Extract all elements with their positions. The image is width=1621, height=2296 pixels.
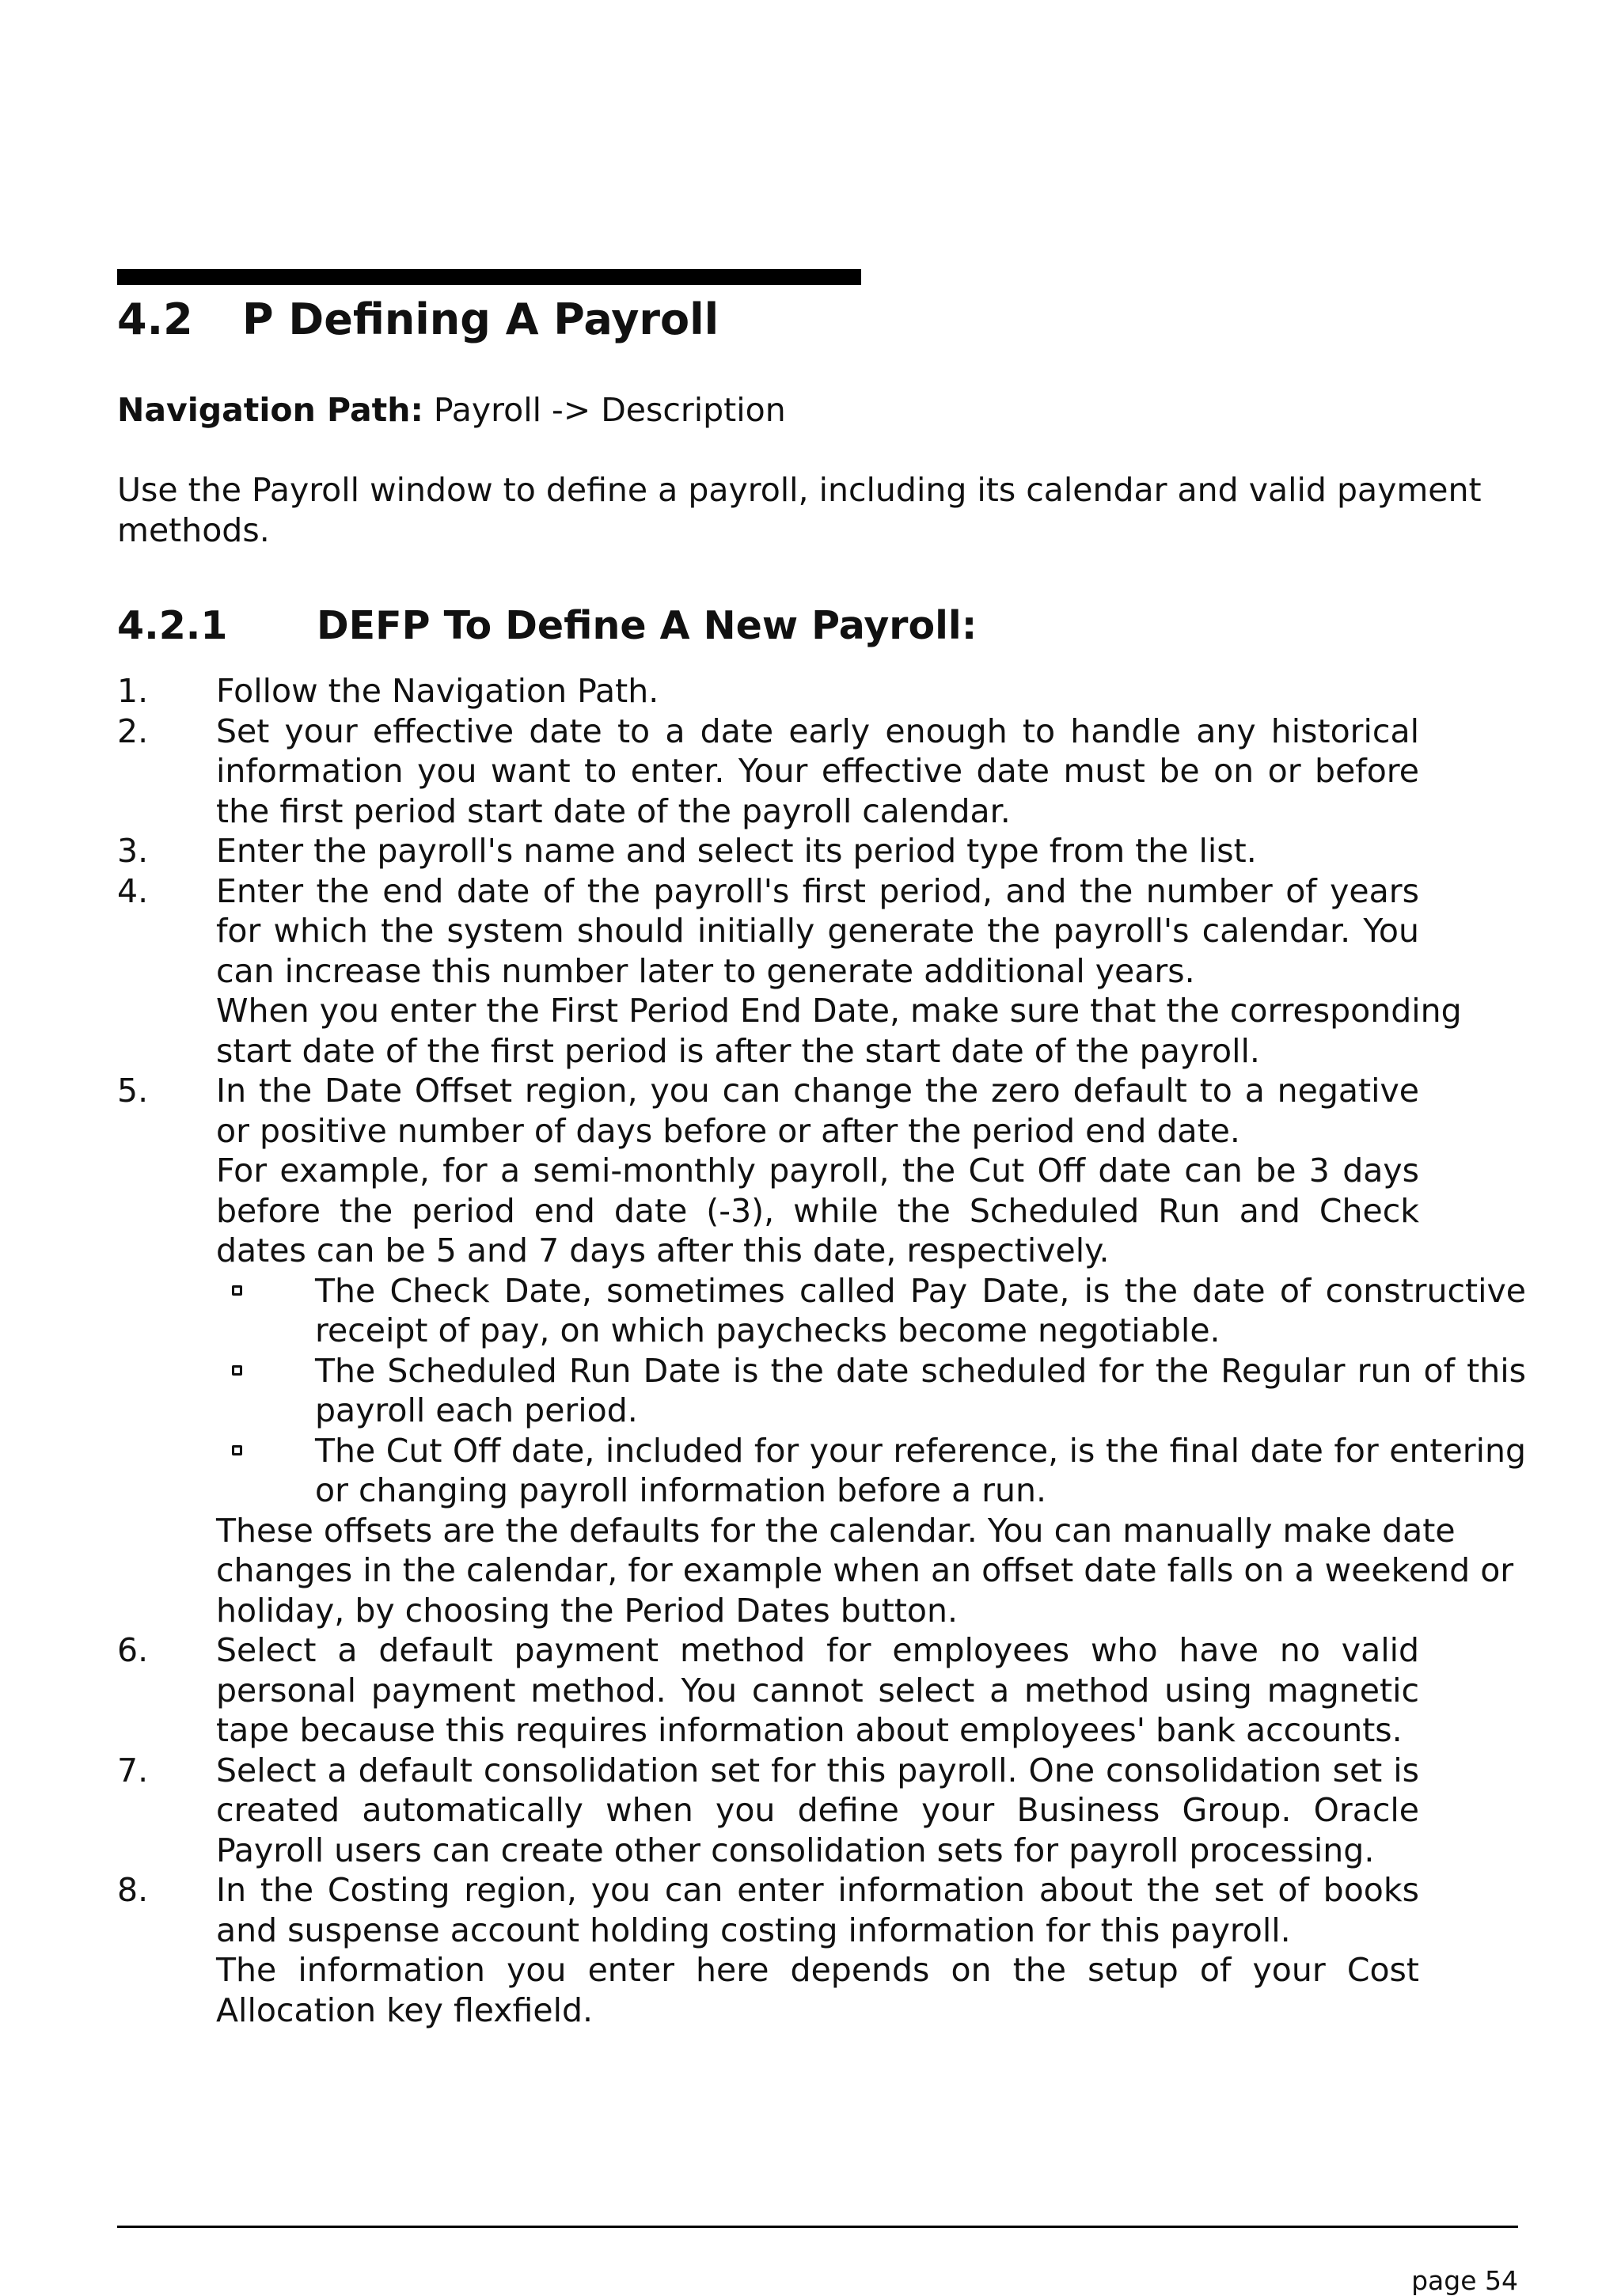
step-item bbox=[117, 831, 1518, 871]
step-item bbox=[117, 871, 1518, 1072]
step-text: For example, for a semi-monthly payroll, the Cut Off date can be 3 days before the period end date (-3), while the Scheduled Run and Check dates can be 5 and 7 days after this date, respectively. bbox=[216, 1152, 1419, 1269]
navigation-path-label: Navigation Path: bbox=[117, 391, 423, 429]
section-heading bbox=[117, 294, 719, 344]
step-item bbox=[117, 1870, 1518, 2030]
step-item bbox=[117, 1071, 1526, 1630]
step-item bbox=[117, 1630, 1518, 1751]
checkbox-bullet-icon bbox=[232, 1285, 242, 1296]
step-number: 6. bbox=[117, 1631, 149, 1669]
step-number: 7. bbox=[117, 1751, 149, 1789]
step-text: When you enter the First Period End Date, make sure that the corresponding start date of the first period is after the start date of the payroll. bbox=[216, 992, 1462, 1070]
step-text: In the Costing region, you can enter information about the set of books and suspense account holding costing information for this payroll. bbox=[216, 1871, 1419, 1949]
step-text: Enter the end date of the payroll's first period, and the number of years for which the system should initially generate the payroll's calendar. You can increase this number later to generate additional years. bbox=[216, 871, 1419, 990]
bullet-text: The Scheduled Run Date is the date scheduled for the Regular run of this payroll each period. bbox=[315, 1351, 1526, 1429]
step-text: The information you enter here depends on the setup of your Cost Allocation key flexfield. bbox=[216, 1951, 1419, 2029]
bullet-item bbox=[216, 1431, 1526, 1511]
checkbox-bullet-icon bbox=[232, 1365, 242, 1376]
bullet-text: The Check Date, sometimes called Pay Date, is the date of constructive receipt of pay, on which paychecks become negotiable. bbox=[315, 1271, 1526, 1349]
section-title-text: P Defining A Payroll bbox=[242, 294, 719, 344]
section-number: 4.2 bbox=[117, 294, 193, 344]
heading-rule bbox=[117, 269, 861, 285]
step-number: 8. bbox=[117, 1871, 149, 1909]
bullet-text: The Cut Off date, included for your reference, is the final date for entering or changing payroll information before a run. bbox=[315, 1431, 1526, 1509]
step-text: Follow the Navigation Path. bbox=[216, 672, 659, 710]
step-item bbox=[117, 671, 1518, 712]
step-number: 3. bbox=[117, 832, 149, 870]
step-item bbox=[117, 712, 1518, 832]
step-text: Enter the payroll's name and select its period type from the list. bbox=[216, 832, 1257, 870]
step-number: 1. bbox=[117, 672, 149, 710]
step-text: These offsets are the defaults for the calendar. You can manually make date changes in the calendar, for example when an offset date falls on a weekend or holiday, by choosing the Period Dates button. bbox=[216, 1511, 1514, 1630]
subsection-number: 4.2.1 bbox=[117, 603, 228, 648]
step-item bbox=[117, 1751, 1518, 1871]
step-number: 2. bbox=[117, 712, 149, 750]
intro-paragraph: Use the Payroll window to define a payroll, including its calendar and valid payment methods. bbox=[117, 471, 1482, 549]
bullet-item bbox=[216, 1271, 1526, 1351]
navigation-path bbox=[117, 391, 786, 429]
step-text: Set your effective date to a date early enough to handle any historical information you want to enter. Your effective date must be on or before the first period start date of the payroll calendar. bbox=[216, 712, 1419, 830]
step-text: Select a default consolidation set for this payroll. One consolidation set is created automatically when you define your Business Group. Oracle Payroll users can create other consolidation sets for payroll processing. bbox=[216, 1751, 1419, 1869]
checkbox-bullet-icon bbox=[232, 1445, 242, 1455]
step-text: In the Date Offset region, you can change the zero default to a negative or positive number of days before or after the period end date. bbox=[216, 1072, 1419, 1150]
footer-rule bbox=[117, 2226, 1518, 2228]
navigation-path-value: Payroll -> Description bbox=[433, 391, 786, 429]
step-number: 5. bbox=[117, 1072, 149, 1110]
step-text: Select a default payment method for employees who have no valid personal payment method. You cannot select a method using magnetic tape because this requires information about employees' bank accounts. bbox=[216, 1631, 1419, 1749]
subsection-title-text: DEFP To Define A New Payroll: bbox=[317, 603, 978, 648]
subsection-heading bbox=[117, 603, 977, 648]
bullet-list bbox=[216, 1271, 1526, 1511]
steps-list bbox=[117, 671, 1526, 2030]
step-number: 4. bbox=[117, 871, 149, 910]
bullet-item bbox=[216, 1351, 1526, 1431]
page-number: page 54 bbox=[1411, 2265, 1518, 2296]
